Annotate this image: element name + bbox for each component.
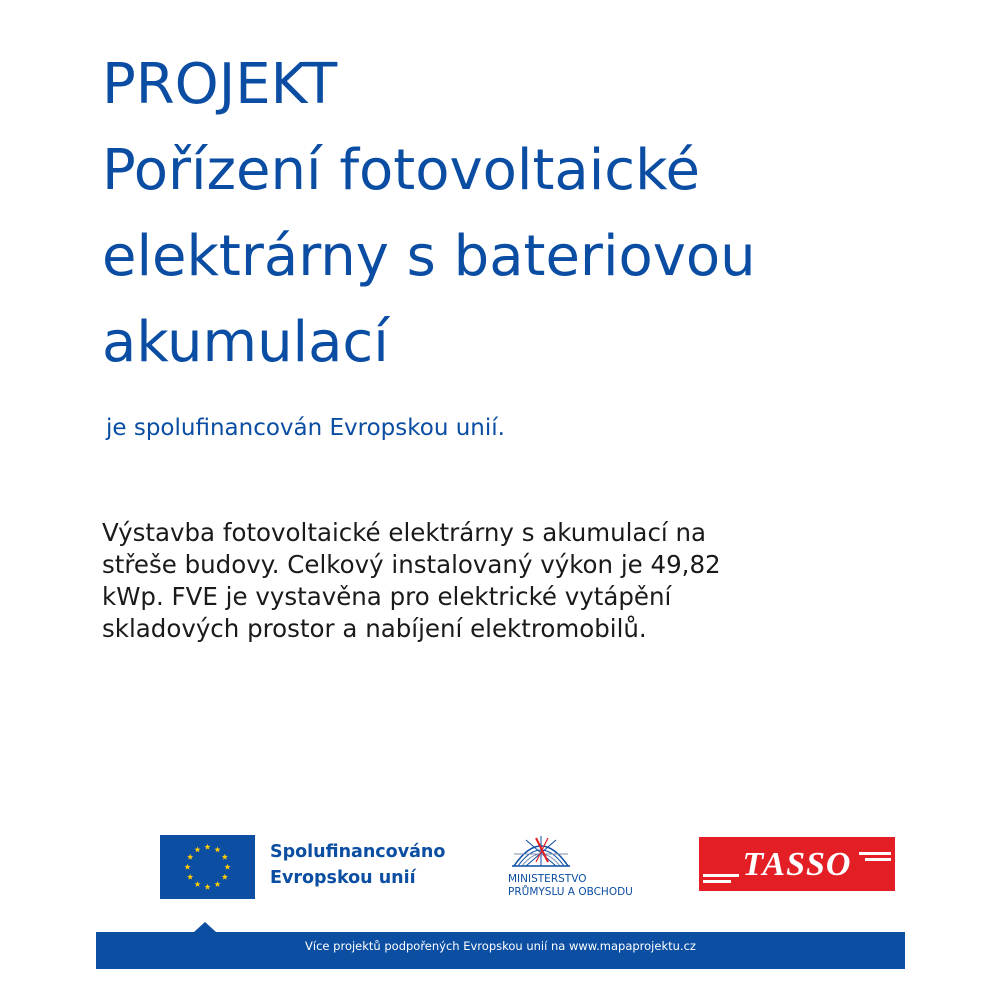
tasso-logo-icon [699,837,895,891]
eu-star-icon [214,881,220,887]
eu-star-icon [204,844,210,850]
eu-cofinanced-logo [160,835,470,901]
mpo-logo-text [508,873,633,899]
eu-logo-line1: Spolufinancováno [270,842,446,862]
footer-notch [194,922,216,932]
project-title-line: PROJEKT [102,52,338,117]
tasso-logo-text: TASSO [742,846,852,883]
eu-flag-icon [160,835,255,899]
footer-bar [96,932,905,969]
description-line: kWp. FVE je vystavěna pro elektrické vytápění [102,582,672,611]
mpo-logo [500,832,670,902]
eu-star-icon [222,854,228,860]
project-title-line: Pořízení fotovoltaické [102,138,700,203]
eu-logo-text [270,839,445,891]
eu-logo-line2: Evropskou unií [270,868,416,888]
project-description [102,517,882,645]
eu-star-icon [222,874,228,880]
project-title-line: elektrárny s bateriovou [102,224,756,289]
description-line: skladových prostor a nabíjení elektromobilů. [102,614,647,643]
mpo-logo-line2: PRŮMYSLU A OBCHODU [508,886,633,898]
eu-star-icon [194,846,200,852]
project-title [102,42,962,386]
project-title-line: akumulací [102,310,389,375]
eu-star-icon [214,846,220,852]
eu-star-icon [187,874,193,880]
cofinancing-statement: je spolufinancován Evropskou unií. [106,415,505,441]
eu-star-icon [187,854,193,860]
mpo-emblem-icon [506,832,576,872]
mpo-logo-line1: MINISTERSTVO [508,873,587,885]
eu-star-icon [224,864,230,870]
description-line: Výstavba fotovoltaické elektrárny s akumulací na [102,518,707,547]
eu-star-icon [204,884,210,890]
description-line: střeše budovy. Celkový instalovaný výkon je 49,82 [102,550,721,579]
eu-star-icon [194,881,200,887]
footer-text: Více projektů podpořených Evropskou unií na www.mapaprojektu.cz [305,939,696,953]
eu-star-icon [184,864,190,870]
